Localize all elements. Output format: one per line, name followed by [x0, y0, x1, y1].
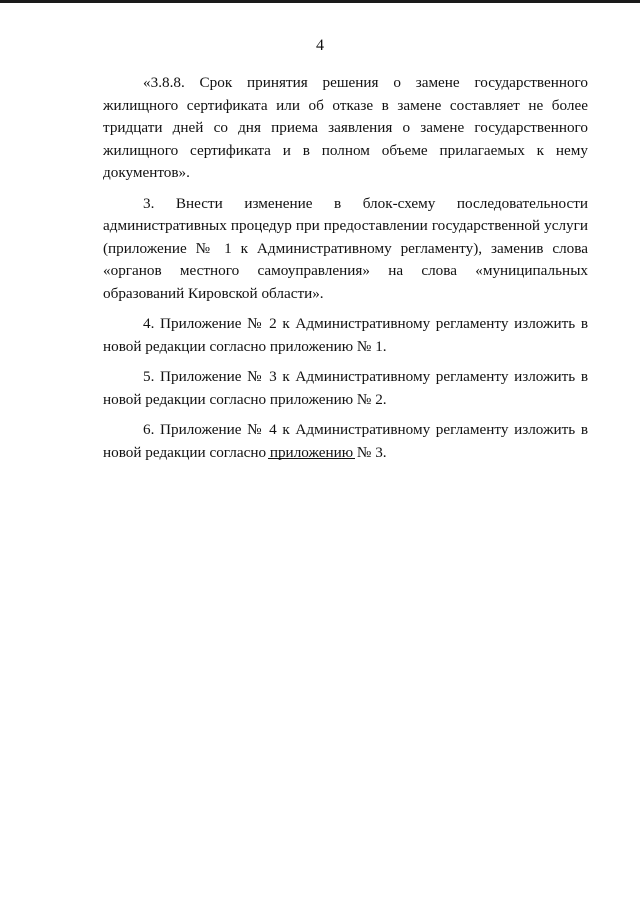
- end-separator-line: [268, 458, 355, 459]
- paragraph-item-5: 5. Приложение № 3 к Административному регламенту изложить в новой редакции согласно приложению № 2.: [103, 368, 588, 408]
- document-body: [103, 72, 588, 472]
- paragraph-item-3: 3. Внести изменение в блок-схему последовательности административных процедур при предоставлении государственной услуги (приложение № 1 к Административному регламенту), заменив слова «органов местного самоуправления» на слова «муниципальных образований Кировской области».: [103, 194, 588, 302]
- paragraph-item-4: 4. Приложение № 2 к Административному регламенту изложить в новой редакции согласно приложению № 1.: [103, 315, 588, 355]
- page-number: 4: [316, 37, 324, 54]
- scan-top-edge: [0, 0, 640, 3]
- paragraph-item-6: 6. Приложение № 4 к Административному регламенту изложить в новой редакции согласно приложению № 3.: [103, 421, 588, 461]
- paragraph-3-8-8: «3.8.8. Срок принятия решения о замене государственного жилищного сертификата или об отказе в замене составляет не более тридцати дней со дня приема заявления о замене государственного жилищного сертификата и в полном объеме прилагаемых к нему документов».: [103, 74, 588, 181]
